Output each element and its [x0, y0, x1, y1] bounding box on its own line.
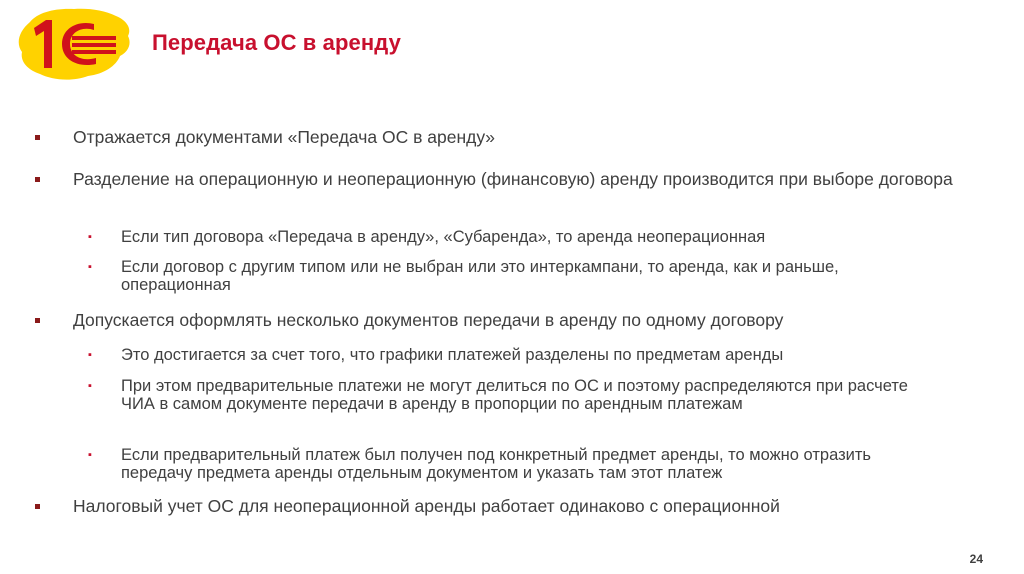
bullet-item: [73, 497, 973, 515]
sub-bullet-text: Если предварительный платеж был получен под конкретный предмет аренды, то можно отразить передачу предмета аренды отдельным документом и указать там этот платеж: [121, 446, 872, 482]
bullet-item: [73, 128, 973, 146]
square-bullet-icon: [35, 135, 40, 140]
sub-bullet-item: [88, 377, 941, 413]
square-bullet-icon: ▪: [88, 349, 92, 361]
bullet-text: Налоговый учет ОС для неоперационной аренды работает одинаково с операционной: [73, 496, 780, 516]
bullet-text: Отражается документами «Передача ОС в аренду»: [73, 127, 496, 147]
square-bullet-icon: [35, 318, 40, 323]
square-bullet-icon: [35, 504, 40, 509]
square-bullet-icon: [35, 177, 40, 182]
square-bullet-icon: ▪: [88, 261, 92, 273]
sub-bullet-item: [88, 446, 941, 482]
bullet-item: [73, 170, 973, 188]
sub-bullet-text: Это достигается за счет того, что графики платежей разделены по предметам аренды: [121, 346, 784, 364]
square-bullet-icon: ▪: [88, 449, 92, 461]
sub-bullet-text: Если тип договора «Передача в аренду», «Субаренда», то аренда неоперационная: [121, 228, 766, 246]
square-bullet-icon: ▪: [88, 231, 92, 243]
slide-title: Передача ОС в аренду: [152, 30, 401, 55]
page-number: 24: [969, 552, 983, 566]
bullet-text: Разделение на операционную и неоперационную (финансовую) аренду производится при выборе договора: [73, 169, 953, 189]
sub-bullet-text: Если договор с другим типом или не выбран или это интеркампани, то аренда, как и раньше, операционная: [121, 258, 839, 294]
bullet-item: [73, 311, 973, 329]
square-bullet-icon: ▪: [88, 380, 92, 392]
sub-bullet-item: [88, 258, 941, 294]
sub-bullet-item: [88, 228, 941, 247]
sub-bullet-item: [88, 346, 941, 365]
bullet-text: Допускается оформлять несколько документов передачи в аренду по одному договору: [73, 310, 784, 330]
sub-bullet-text: При этом предварительные платежи не могут делиться по ОС и поэтому распределяются при расчете ЧИА в самом документе передачи в аренду в пропорции по арендным платежам: [121, 377, 908, 413]
